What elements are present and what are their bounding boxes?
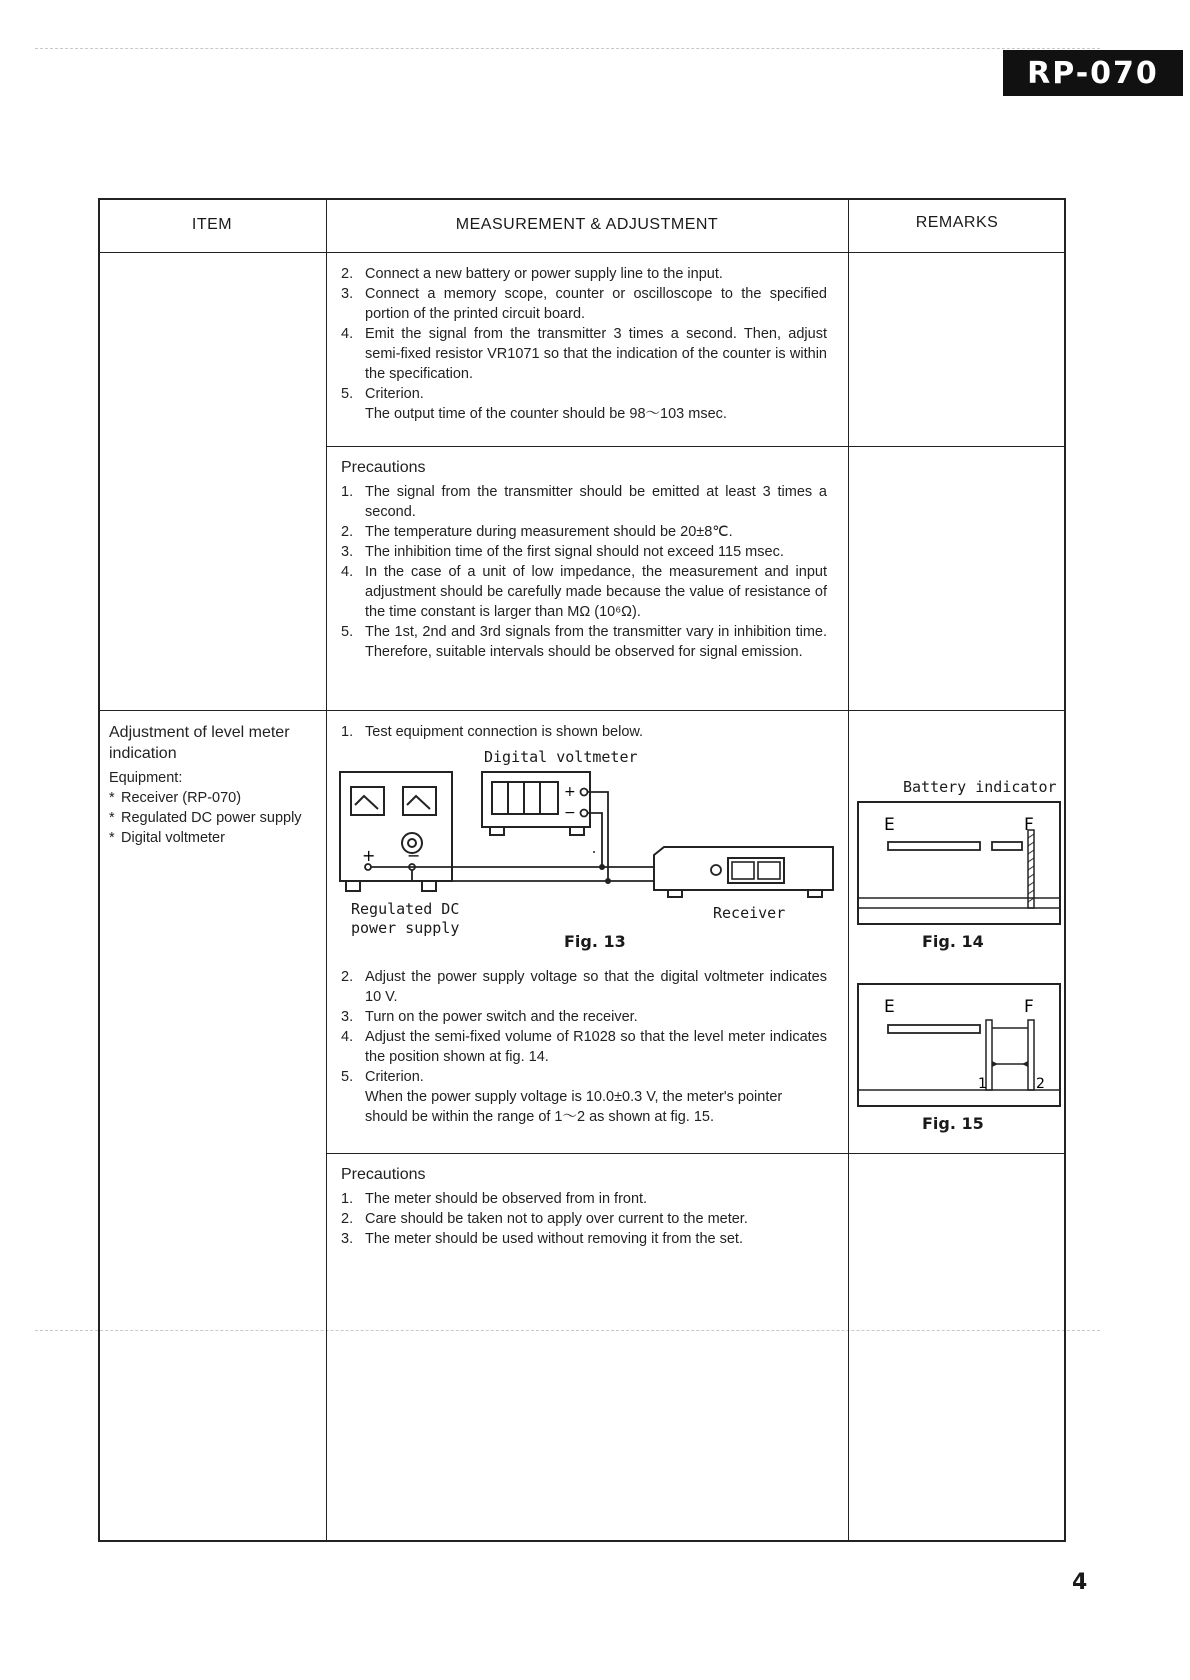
svg-text:−: −: [564, 805, 576, 821]
svg-text:1: 1: [978, 1076, 987, 1092]
list-item: 4. Adjust the semi-fixed volume of R1028 so that the level meter indicates the position shown at fig. 14.: [341, 1029, 827, 1065]
list-item: 4. In the case of a unit of low impedance, the measurement and input adjustment should be carefully made because the value of resistance of the time constant is larger than MΩ (10⁶Ω).: [341, 564, 827, 620]
header-item: ITEM: [191, 216, 233, 233]
equipment-item: * Receiver (RP-070): [109, 790, 242, 806]
section1-steps: [341, 264, 827, 424]
list-item: 2. The temperature during measurement should be 20±8℃.: [341, 524, 733, 540]
range-limit-2: [1028, 1020, 1034, 1090]
minus-sign: −: [407, 846, 421, 865]
plus-sign: +: [362, 846, 376, 865]
section2-step1: [341, 722, 827, 742]
list-item: 1. The signal from the transmitter should be emitted at least 3 times a second.: [341, 484, 827, 520]
section2-precautions: [341, 1165, 827, 1249]
item-title: Adjustment of level meter indication: [109, 724, 290, 762]
voltmeter-label: Digital voltmeter: [484, 748, 638, 766]
meter-scale-bar: [888, 842, 980, 850]
equipment-item: * Regulated DC power supply: [109, 810, 302, 826]
battery-indicator-label: Battery indicator: [903, 778, 1057, 796]
svg-text:2: 2: [1036, 1076, 1045, 1092]
voltmeter-minus-terminal: [581, 810, 588, 817]
page-number: 4: [1072, 1570, 1088, 1595]
list-item: 3. Turn on the power switch and the receiver.: [341, 1009, 638, 1025]
psu-label: Regulated DC power supply: [351, 900, 460, 937]
meter-scale-bar: [888, 1025, 980, 1033]
meter-scale-bar: [992, 842, 1022, 850]
list-item: 4. Emit the signal from the transmitter 3 times a second. Then, adjust semi-fixed resistor VR1071 so that the indication of the counter is within the specification.: [341, 326, 827, 382]
list-item: 2. Adjust the power supply voltage so that the digital voltmeter indicates 10 V.: [341, 969, 827, 1005]
section1-criterion: The output time of the counter should be 98～103 msec.: [365, 406, 727, 422]
equipment-label: Equipment:: [109, 770, 183, 786]
scan-line-top: [35, 48, 1100, 49]
svg-text:+: +: [564, 784, 576, 800]
section2-divider: [98, 710, 1066, 711]
list-item: 3. The meter should be used without removing it from the set.: [341, 1231, 743, 1247]
header-row-divider: [98, 252, 1066, 253]
precautions-title: Precautions: [341, 1166, 426, 1183]
psu-meter-icon: [351, 787, 384, 815]
list-item: 5. Criterion.: [341, 1069, 424, 1085]
section2-criterion: When the power supply voltage is 10.0±0.3 V, the meter's pointer should be within the range of 1～2 as shown at fig. 15.: [365, 1089, 783, 1125]
svg-text:E: E: [884, 815, 895, 835]
list-item: 5. The 1st, 2nd and 3rd signals from the transmitter vary in inhibition time. Therefore, suitable intervals should be observed for signal emission.: [341, 624, 827, 660]
svg-text:E: E: [884, 997, 895, 1017]
fig14-caption: Fig. 14: [922, 932, 984, 951]
list-item: 5. Criterion.: [341, 386, 424, 402]
voltmeter-plus-terminal: [581, 789, 588, 796]
fig13-caption: Fig. 13: [564, 932, 626, 951]
precautions1-divider: [326, 446, 1066, 447]
header-remarks: REMARKS: [915, 214, 999, 231]
section2-item: [109, 722, 319, 848]
svg-text:F: F: [1024, 815, 1034, 835]
equipment-item: * Digital voltmeter: [109, 830, 225, 846]
list-item: 1. The meter should be observed from in front.: [341, 1191, 648, 1207]
list-item: 3. Connect a memory scope, counter or oscilloscope to the specified portion of the printed circuit board.: [341, 286, 827, 322]
header-measurement: MEASUREMENT & ADJUSTMENT: [455, 216, 719, 233]
fig15-range-indicator: [856, 982, 1066, 1110]
list-item: 2. Connect a new battery or power supply line to the input.: [341, 266, 723, 282]
precautions-title: Precautions: [341, 459, 426, 476]
section1-precautions: [341, 458, 827, 662]
precautions2-divider: [326, 1153, 1066, 1154]
receiver-label: Receiver: [713, 904, 786, 922]
column-divider-1: [326, 198, 327, 1542]
section2-steps: [341, 967, 827, 1127]
list-item: 2. Care should be taken not to apply over current to the meter.: [341, 1211, 748, 1227]
fig15-caption: Fig. 15: [922, 1114, 984, 1133]
list-item: 3. The inhibition time of the first signal should not exceed 115 msec.: [341, 544, 784, 560]
list-item: 1. Test equipment connection is shown below.: [341, 724, 644, 740]
receiver-switch: [711, 865, 721, 875]
psu-meter-icon: [403, 787, 436, 815]
model-badge: RP-070: [1003, 50, 1183, 96]
svg-text:F: F: [1024, 997, 1034, 1017]
fig14-battery-indicator: [856, 800, 1066, 928]
